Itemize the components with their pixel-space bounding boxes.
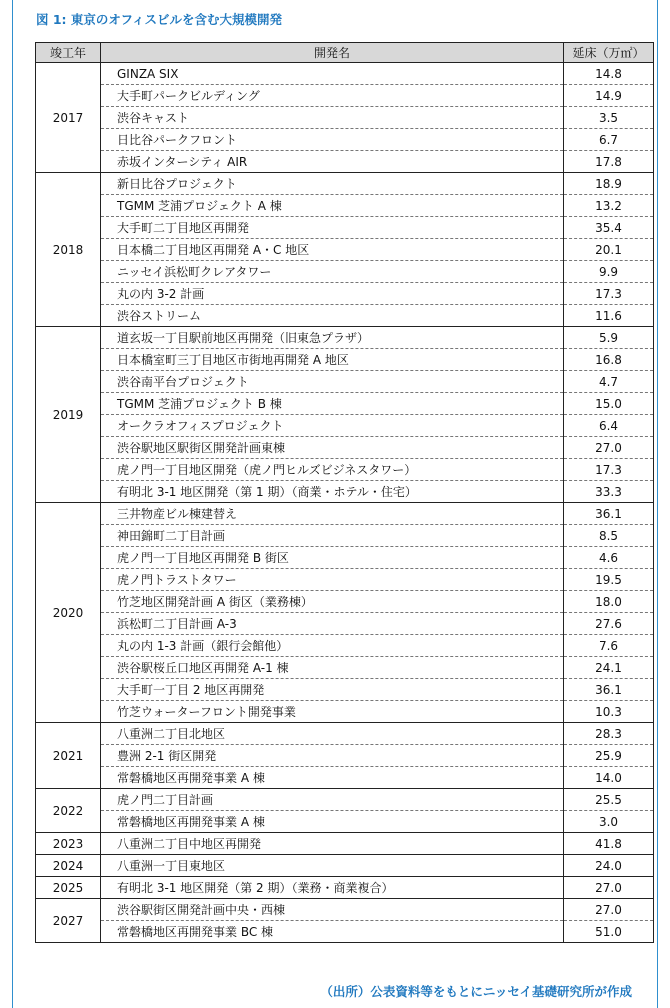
project-name-cell: 渋谷キャスト xyxy=(101,107,564,129)
floor-area-cell: 27.0 xyxy=(564,437,654,459)
floor-area-cell: 14.8 xyxy=(564,63,654,85)
floor-area-cell: 6.4 xyxy=(564,415,654,437)
table-row xyxy=(36,723,654,745)
floor-area-cell: 20.1 xyxy=(564,239,654,261)
project-name-cell: 道玄坂一丁目駅前地区再開発（旧東急プラザ） xyxy=(101,327,564,349)
floor-area-cell: 17.3 xyxy=(564,283,654,305)
table-row xyxy=(36,613,654,635)
table-row xyxy=(36,833,654,855)
floor-area-cell: 14.0 xyxy=(564,767,654,789)
project-name-cell: TGMM 芝浦プロジェクト B 棟 xyxy=(101,393,564,415)
header-year: 竣工年 xyxy=(36,43,101,63)
table-row xyxy=(36,767,654,789)
project-name-cell: 八重洲二丁目中地区再開発 xyxy=(101,833,564,855)
table-row xyxy=(36,371,654,393)
table-row xyxy=(36,217,654,239)
floor-area-cell: 6.7 xyxy=(564,129,654,151)
floor-area-cell: 24.1 xyxy=(564,657,654,679)
header-area: 延床（万㎡） xyxy=(564,43,654,63)
year-cell: 2027 xyxy=(36,899,101,943)
floor-area-cell: 27.0 xyxy=(564,899,654,921)
table-row xyxy=(36,481,654,503)
year-cell: 2017 xyxy=(36,63,101,173)
floor-area-cell: 19.5 xyxy=(564,569,654,591)
table-row xyxy=(36,261,654,283)
project-name-cell: 虎ノ門一丁目地区開発（虎ノ門ヒルズビジネスタワー） xyxy=(101,459,564,481)
table-row xyxy=(36,591,654,613)
project-name-cell: 渋谷駅街区開発計画中央・西棟 xyxy=(101,899,564,921)
table-row xyxy=(36,525,654,547)
floor-area-cell: 10.3 xyxy=(564,701,654,723)
floor-area-cell: 51.0 xyxy=(564,921,654,943)
floor-area-cell: 9.9 xyxy=(564,261,654,283)
floor-area-cell: 17.3 xyxy=(564,459,654,481)
table-row xyxy=(36,877,654,899)
floor-area-cell: 14.9 xyxy=(564,85,654,107)
table-row xyxy=(36,173,654,195)
table-row xyxy=(36,415,654,437)
table-row xyxy=(36,393,654,415)
table-row xyxy=(36,459,654,481)
table-row xyxy=(36,899,654,921)
year-cell: 2023 xyxy=(36,833,101,855)
table-row xyxy=(36,437,654,459)
table-row xyxy=(36,679,654,701)
floor-area-cell: 41.8 xyxy=(564,833,654,855)
table-row xyxy=(36,657,654,679)
table-row xyxy=(36,107,654,129)
project-name-cell: 八重洲一丁目東地区 xyxy=(101,855,564,877)
project-name-cell: TGMM 芝浦プロジェクト A 棟 xyxy=(101,195,564,217)
table-row xyxy=(36,569,654,591)
project-name-cell: 虎ノ門一丁目地区再開発 B 街区 xyxy=(101,547,564,569)
project-name-cell: 日比谷パークフロント xyxy=(101,129,564,151)
project-name-cell: 八重洲二丁目北地区 xyxy=(101,723,564,745)
table-body xyxy=(36,63,654,943)
source-note: （出所）公表資料等をもとにニッセイ基礎研究所が作成 xyxy=(320,984,632,999)
floor-area-cell: 3.0 xyxy=(564,811,654,833)
year-cell: 2021 xyxy=(36,723,101,789)
project-name-cell: 常磐橋地区再開発事業 BC 棟 xyxy=(101,921,564,943)
floor-area-cell: 35.4 xyxy=(564,217,654,239)
table-row xyxy=(36,789,654,811)
table-row xyxy=(36,811,654,833)
project-name-cell: 常磐橋地区再開発事業 A 棟 xyxy=(101,767,564,789)
floor-area-cell: 24.0 xyxy=(564,855,654,877)
project-name-cell: 竹芝ウォーターフロント開発事業 xyxy=(101,701,564,723)
project-name-cell: 大手町二丁目地区再開発 xyxy=(101,217,564,239)
project-name-cell: 渋谷南平台プロジェクト xyxy=(101,371,564,393)
table-row xyxy=(36,63,654,85)
table-row xyxy=(36,503,654,525)
floor-area-cell: 17.8 xyxy=(564,151,654,173)
development-table xyxy=(35,42,654,943)
project-name-cell: 虎ノ門二丁目計画 xyxy=(101,789,564,811)
floor-area-cell: 27.6 xyxy=(564,613,654,635)
project-name-cell: 赤坂インターシティ AIR xyxy=(101,151,564,173)
project-name-cell: 渋谷駅桜丘口地区再開発 A-1 棟 xyxy=(101,657,564,679)
project-name-cell: 竹芝地区開発計画 A 街区（業務棟） xyxy=(101,591,564,613)
floor-area-cell: 8.5 xyxy=(564,525,654,547)
floor-area-cell: 25.5 xyxy=(564,789,654,811)
project-name-cell: オークラオフィスプロジェクト xyxy=(101,415,564,437)
table-row xyxy=(36,327,654,349)
year-cell: 2018 xyxy=(36,173,101,327)
project-name-cell: 大手町パークビルディング xyxy=(101,85,564,107)
project-name-cell: 日本橋室町三丁目地区市街地再開発 A 地区 xyxy=(101,349,564,371)
project-name-cell: 渋谷駅地区駅街区開発計画東棟 xyxy=(101,437,564,459)
project-name-cell: 豊洲 2-1 街区開発 xyxy=(101,745,564,767)
floor-area-cell: 4.7 xyxy=(564,371,654,393)
floor-area-cell: 33.3 xyxy=(564,481,654,503)
floor-area-cell: 36.1 xyxy=(564,679,654,701)
header-row xyxy=(36,43,654,63)
project-name-cell: 日本橋二丁目地区再開発 A・C 地区 xyxy=(101,239,564,261)
floor-area-cell: 28.3 xyxy=(564,723,654,745)
table-row xyxy=(36,547,654,569)
project-name-cell: 渋谷ストリーム xyxy=(101,305,564,327)
table-row xyxy=(36,129,654,151)
project-name-cell: 浜松町二丁目計画 A-3 xyxy=(101,613,564,635)
project-name-cell: 三井物産ビル棟建替え xyxy=(101,503,564,525)
project-name-cell: 有明北 3-1 地区開発（第 2 期）（業務・商業複合） xyxy=(101,877,564,899)
floor-area-cell: 5.9 xyxy=(564,327,654,349)
project-name-cell: 大手町一丁目 2 地区再開発 xyxy=(101,679,564,701)
project-name-cell: 新日比谷プロジェクト xyxy=(101,173,564,195)
table-row xyxy=(36,635,654,657)
floor-area-cell: 11.6 xyxy=(564,305,654,327)
floor-area-cell: 16.8 xyxy=(564,349,654,371)
header-name: 開発名 xyxy=(101,43,564,63)
table-row xyxy=(36,239,654,261)
floor-area-cell: 27.0 xyxy=(564,877,654,899)
year-cell: 2022 xyxy=(36,789,101,833)
project-name-cell: 丸の内 3-2 計画 xyxy=(101,283,564,305)
project-name-cell: 有明北 3-1 地区開発（第 1 期）（商業・ホテル・住宅） xyxy=(101,481,564,503)
table-row xyxy=(36,85,654,107)
project-name-cell: 神田錦町二丁目計画 xyxy=(101,525,564,547)
floor-area-cell: 25.9 xyxy=(564,745,654,767)
table-row xyxy=(36,305,654,327)
table-row xyxy=(36,349,654,371)
floor-area-cell: 3.5 xyxy=(564,107,654,129)
floor-area-cell: 36.1 xyxy=(564,503,654,525)
table-row xyxy=(36,745,654,767)
table-row xyxy=(36,195,654,217)
project-name-cell: 常磐橋地区再開発事業 A 棟 xyxy=(101,811,564,833)
floor-area-cell: 18.0 xyxy=(564,591,654,613)
year-cell: 2019 xyxy=(36,327,101,503)
year-cell: 2024 xyxy=(36,855,101,877)
floor-area-cell: 7.6 xyxy=(564,635,654,657)
floor-area-cell: 4.6 xyxy=(564,547,654,569)
floor-area-cell: 13.2 xyxy=(564,195,654,217)
table-row xyxy=(36,701,654,723)
table-row xyxy=(36,151,654,173)
floor-area-cell: 15.0 xyxy=(564,393,654,415)
figure-title: 図 1: 東京のオフィスビルを含む大規模開発 xyxy=(36,12,283,27)
table-row xyxy=(36,921,654,943)
table-row xyxy=(36,283,654,305)
year-cell: 2020 xyxy=(36,503,101,723)
project-name-cell: 丸の内 1-3 計画（銀行会館他） xyxy=(101,635,564,657)
project-name-cell: ニッセイ浜松町クレアタワー xyxy=(101,261,564,283)
project-name-cell: 虎ノ門トラストタワー xyxy=(101,569,564,591)
floor-area-cell: 18.9 xyxy=(564,173,654,195)
table-row xyxy=(36,855,654,877)
project-name-cell: GINZA SIX xyxy=(101,63,564,85)
year-cell: 2025 xyxy=(36,877,101,899)
